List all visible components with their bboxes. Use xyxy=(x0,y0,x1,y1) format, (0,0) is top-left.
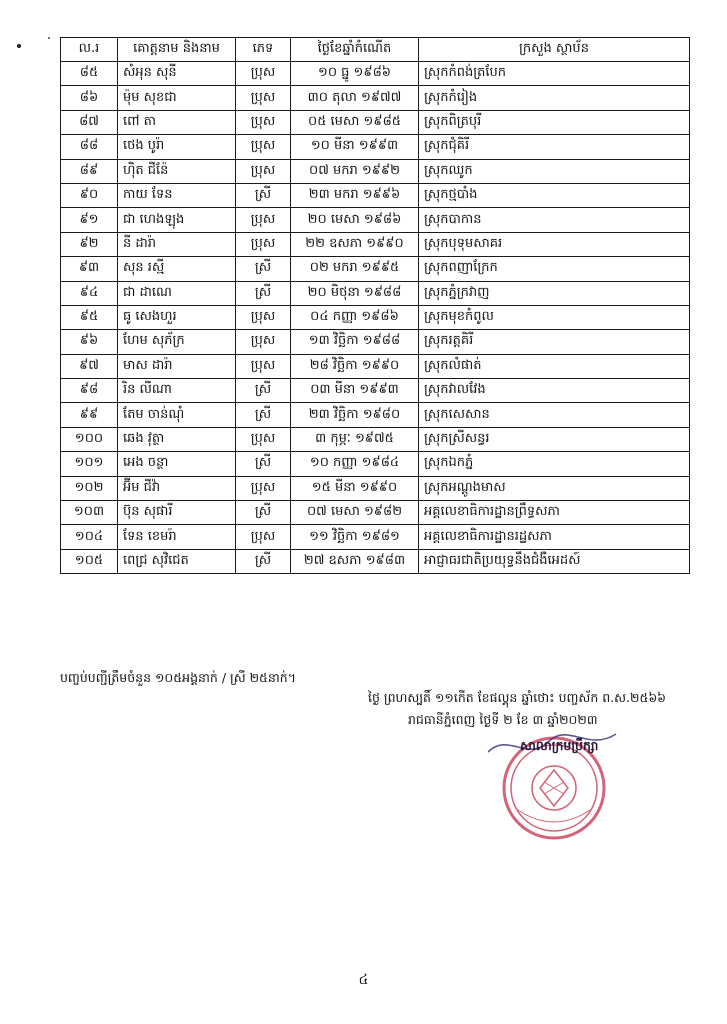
full-name-cell: នី ដារ៉ា xyxy=(118,232,236,256)
sex-cell: ប្រុស xyxy=(236,232,291,256)
institution-cell: ស្រុកឯកភ្នំ xyxy=(419,452,690,476)
institution-cell: ស្រុកស្រីសន្ធរ xyxy=(419,427,690,451)
institution-cell: ស្រុកជុំគិរី xyxy=(419,135,690,159)
institution-cell: ស្រុកភ្នំក្រវាញ xyxy=(419,281,690,305)
row-number-cell: ៨៦ xyxy=(61,86,118,110)
table-row xyxy=(61,232,690,256)
full-name-cell: សំអុន សុនី xyxy=(118,62,236,86)
full-name-cell: ជា ហេងឡុង xyxy=(118,208,236,232)
sex-cell: ប្រុស xyxy=(236,159,291,183)
full-name-cell: អ៊ីម ជីវ៉ា xyxy=(118,476,236,500)
institution-cell: ស្រុកសេសាន xyxy=(419,403,690,427)
full-name-cell: មាស ដារ៉ា xyxy=(118,354,236,378)
table-row xyxy=(61,379,690,403)
institution-cell: អគ្គលេខាធិការដ្ឋានរដ្ឋសភា xyxy=(419,525,690,549)
full-name-cell: ឆេង វុត្ថា xyxy=(118,427,236,451)
full-name-cell: អេង ចន្ថា xyxy=(118,452,236,476)
row-number-cell: ៨៩ xyxy=(61,159,118,183)
institution-cell: ស្រុកកំរៀង xyxy=(419,86,690,110)
row-number-cell: ៩១ xyxy=(61,208,118,232)
sex-cell: ប្រុស xyxy=(236,354,291,378)
sex-cell: ប្រុស xyxy=(236,476,291,500)
institution-cell: ស្រុកថ្មបាំង xyxy=(419,183,690,207)
table-row xyxy=(61,281,690,305)
institution-cell: ស្រុកពញាក្រែក xyxy=(419,257,690,281)
row-number-cell: ១០៥ xyxy=(61,549,118,573)
full-name-cell: ហែម សុភ័ក្រ xyxy=(118,330,236,354)
full-name-cell: ពេជ្រ សុវិជេត xyxy=(118,549,236,573)
date-of-birth-cell: ២៨ វិច្ឆិកា ១៩៩០ xyxy=(291,354,419,378)
row-number-cell: ៩០ xyxy=(61,183,118,207)
date-of-birth-cell: ២០ មិថុនា ១៩៨៨ xyxy=(291,281,419,305)
full-name-cell: តែម ចាន់ណុំ xyxy=(118,403,236,427)
row-number-cell: ៩៦ xyxy=(61,330,118,354)
date-of-birth-cell: ២៧ ឧសភា ១៩៨៣ xyxy=(291,549,419,573)
row-number-cell: ៩២ xyxy=(61,232,118,256)
date-of-birth-cell: ២២ ឧសភា ១៩៩០ xyxy=(291,232,419,256)
full-name-cell: សុន រស្មី xyxy=(118,257,236,281)
sex-cell: ស្រី xyxy=(236,452,291,476)
table-row xyxy=(61,110,690,134)
date-of-birth-cell: ០៧ មេសា ១៩៨២ xyxy=(291,501,419,525)
sex-cell: ប្រុស xyxy=(236,427,291,451)
row-number-cell: ៩៩ xyxy=(61,403,118,427)
table-row xyxy=(61,476,690,500)
full-name-cell: ម៉ុម សុខជា xyxy=(118,86,236,110)
row-number-cell: ៩៥ xyxy=(61,305,118,329)
full-name-cell: រិន លីណា xyxy=(118,379,236,403)
full-name-cell: ហ៊ិត ជីន៉ែ xyxy=(118,159,236,183)
date-of-birth-cell: ៣ កុម្ភៈ ១៩៧៥ xyxy=(291,427,419,451)
date-of-birth-cell: ២៣ មករា ១៩៩៦ xyxy=(291,183,419,207)
row-number-cell: ៨៨ xyxy=(61,135,118,159)
stray-mark xyxy=(48,37,50,39)
date-of-birth-cell: ១៣ វិច្ឆិកា ១៩៨៨ xyxy=(291,330,419,354)
stray-mark xyxy=(17,44,21,48)
table-row xyxy=(61,452,690,476)
table-row xyxy=(61,427,690,451)
header-sex: ភេទ xyxy=(236,38,291,62)
header-name: គោត្តនាម និងនាម xyxy=(118,38,236,62)
signature-title: សាលាក្រមប្រឹក្សា xyxy=(520,738,599,753)
date-of-birth-cell: ០៥ មេសា ១៩៨៥ xyxy=(291,110,419,134)
table-row xyxy=(61,525,690,549)
solar-date-line: រាជធានីភ្នំពេញ ថ្ងៃទី ២ ខែ ៣ ឆ្នាំ២០២៣ xyxy=(408,712,598,727)
table-header-row xyxy=(61,38,690,62)
institution-cell: ស្រុករត្តគិរី xyxy=(419,330,690,354)
sex-cell: ស្រី xyxy=(236,549,291,573)
sex-cell: ស្រី xyxy=(236,257,291,281)
institution-cell: ស្រុកអណ្តូងមាស xyxy=(419,476,690,500)
full-name-cell: ទែន ខេមរ៉ា xyxy=(118,525,236,549)
sex-cell: ប្រុស xyxy=(236,525,291,549)
header-institution: ក្រសួង ស្ថាប័ន xyxy=(419,38,690,62)
institution-cell: ស្រុកមុខកំពូល xyxy=(419,305,690,329)
date-of-birth-cell: ២០ មេសា ១៩៨៦ xyxy=(291,208,419,232)
institution-cell: ស្រុកបាកាន xyxy=(419,208,690,232)
row-number-cell: ៩៤ xyxy=(61,281,118,305)
table-row xyxy=(61,62,690,86)
full-name-cell: ថេង បូរ៉ា xyxy=(118,135,236,159)
institution-cell: អគ្គលេខាធិការដ្ឋានព្រឹទ្ធសភា xyxy=(419,501,690,525)
date-of-birth-cell: ១០ មីនា ១៩៩៣ xyxy=(291,135,419,159)
table-row xyxy=(61,135,690,159)
row-number-cell: ១០៤ xyxy=(61,525,118,549)
sex-cell: ប្រុស xyxy=(236,305,291,329)
full-name-cell: កាយ ទែន xyxy=(118,183,236,207)
sex-cell: ប្រុស xyxy=(236,208,291,232)
sex-cell: ប្រុស xyxy=(236,110,291,134)
header-no: ល.រ xyxy=(61,38,118,62)
row-number-cell: ១០០ xyxy=(61,427,118,451)
row-number-cell: ១០១ xyxy=(61,452,118,476)
institution-cell: ស្រុកវាលវែង xyxy=(419,379,690,403)
row-number-cell: ៨៧ xyxy=(61,110,118,134)
sex-cell: ស្រី xyxy=(236,379,291,403)
page-number: ៤ xyxy=(358,972,369,988)
date-of-birth-cell: ១០ កញ្ញា ១៩៨៤ xyxy=(291,452,419,476)
table-row xyxy=(61,183,690,207)
date-of-birth-cell: ២៣ វិច្ឆិកា ១៩៨០ xyxy=(291,403,419,427)
sex-cell: ស្រី xyxy=(236,183,291,207)
date-of-birth-cell: ៣០ តុលា ១៩៧៧ xyxy=(291,86,419,110)
date-of-birth-cell: ០៤ កញ្ញា ១៩៨៦ xyxy=(291,305,419,329)
full-name-cell: ធូ សេងហួរ xyxy=(118,305,236,329)
institution-cell: ស្រុកពិត្របុរី xyxy=(419,110,690,134)
sex-cell: ស្រី xyxy=(236,501,291,525)
institution-cell: ស្រុកបុទុមសាគរ xyxy=(419,232,690,256)
date-of-birth-cell: ១៥ មីនា ១៩៩០ xyxy=(291,476,419,500)
full-name-cell: ប៊ុន សុផារី xyxy=(118,501,236,525)
lunar-date-line: ថ្ងៃ ព្រហស្បតិ៍ ១១កើត ខែផល្គុន ឆ្នាំថោះ បញ្ចស័ក ព.ស.២៥៦៦ xyxy=(368,690,667,705)
row-number-cell: ៩៧ xyxy=(61,354,118,378)
table-row xyxy=(61,354,690,378)
institution-cell: អាជ្ញាធរជាតិប្រយុទ្ធនឹងជំងឺអេដស៍ xyxy=(419,549,690,573)
full-name-cell: ជា ដាណេ xyxy=(118,281,236,305)
table-row xyxy=(61,549,690,573)
table-row xyxy=(61,86,690,110)
table-row xyxy=(61,159,690,183)
full-name-cell: ពៅ តា xyxy=(118,110,236,134)
date-of-birth-cell: ១១ វិច្ឆិកា ១៩៨១ xyxy=(291,525,419,549)
roster-table xyxy=(60,37,690,574)
row-number-cell: ៩៨ xyxy=(61,379,118,403)
sex-cell: ប្រុស xyxy=(236,86,291,110)
sex-cell: ប្រុស xyxy=(236,62,291,86)
sex-cell: ប្រុស xyxy=(236,135,291,159)
date-of-birth-cell: ០២ មករា ១៩៩៥ xyxy=(291,257,419,281)
summary-note: បញ្ចប់បញ្ជីត្រឹមចំនួន ១០៥អង្គនាក់ / ស្រី ២៥នាក់។ xyxy=(60,670,296,685)
table-row xyxy=(61,305,690,329)
institution-cell: ស្រុកកំពង់ត្របែក xyxy=(419,62,690,86)
date-of-birth-cell: ១០ ធ្នូ ១៩៨៦ xyxy=(291,62,419,86)
row-number-cell: ១០២ xyxy=(61,476,118,500)
table-row xyxy=(61,330,690,354)
header-dob: ថ្ងៃខែឆ្នាំកំណើត xyxy=(291,38,419,62)
table-row xyxy=(61,208,690,232)
table-row xyxy=(61,257,690,281)
row-number-cell: ៨៥ xyxy=(61,62,118,86)
sex-cell: ស្រី xyxy=(236,403,291,427)
date-of-birth-cell: ០៣ មីនា ១៩៩៣ xyxy=(291,379,419,403)
sex-cell: ប្រុស xyxy=(236,330,291,354)
sex-cell: ស្រី xyxy=(236,281,291,305)
row-number-cell: ៩៣ xyxy=(61,257,118,281)
institution-cell: ស្រុកឈូក xyxy=(419,159,690,183)
institution-cell: ស្រុកលំផាត់ xyxy=(419,354,690,378)
table-row xyxy=(61,501,690,525)
table-row xyxy=(61,403,690,427)
date-of-birth-cell: ០៧ មករា ១៩៩២ xyxy=(291,159,419,183)
table-body xyxy=(61,62,690,574)
row-number-cell: ១០៣ xyxy=(61,501,118,525)
